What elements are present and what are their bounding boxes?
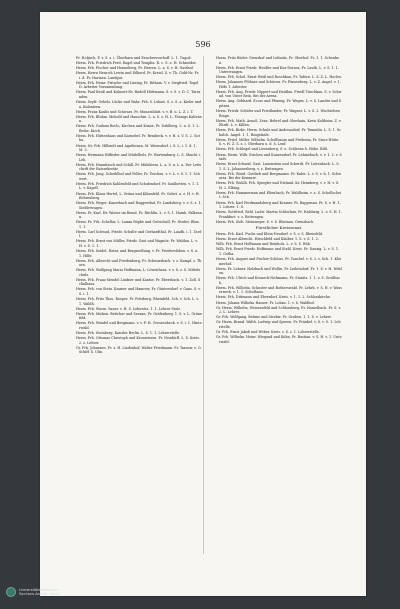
register-entry: Wilh. Frh. Ernst Friedr. Hoffmann und Stahl. Kreis. Fr. Danzig. L. v. S. 1. 1. Gotha.	[216, 247, 340, 256]
register-entry: Herm. Frh. Hüttenhaus und Karnebel. Fr. Rembeck. v. v. H. z. V. S. 2. Gotha.	[76, 133, 200, 143]
register-entry: Herm. Frh. Heinr. Fritsche und Lüning, Fr. Ritham. V. v. Siegfried. Tegel D. Arbeiter Vorsammlung.	[76, 80, 199, 90]
register-entry: Herm. Hermann Hilfieder und Müdelholz, Fr. Wartemburg. L. S. Shucht i. Leh.	[76, 153, 201, 162]
register-entry: Herm. Frh. Ernst von Müller, Friedr. Gast und Wagnitz. Fr. Waldau. L. v. H. v. S. 1. 1.	[76, 239, 198, 248]
register-entry: Herm. Fritz Rüder. Grenzhof und Leibnitz, Fr. Oberhof. Fr. 1. 1. Schenken.	[216, 56, 339, 65]
register-entry: Herm. Frh. Klaus Hertel, L. Grüna und Kilianfeld. Fr. Gebet. a. z. H. v. H. Röhrenberg.	[76, 191, 200, 200]
register-entry: Herm. Frh. August und Fischer-Schloss. Fr. Tauchel. v. S. 2. v. Sch. 1. Kleimerhof.	[216, 257, 342, 266]
register-entry: Herm. Frh. Franz Mendel Lindner und Kantor, Fr. Ebersbach. v. 1. Zoll. Schulhaus.	[76, 277, 201, 287]
register-entry: Herm. Frh. Karl Ferdinandsberg und Kramer. Fr. Rappenau. Fr. S. v. H. 1. 1. Lehrer. 1. S.	[216, 200, 341, 209]
page-number: 596	[195, 40, 211, 49]
register-entry: Herm. Frh. Friedrich Kahlenfeld und Schulendorf, Fr. Saulhetten. v. 1. 1. L. v. Kapell.	[76, 181, 200, 191]
register-entry: Herm. Frh. Friedrich Ferd. Engel und Templin. R. c. S. e. H. Schneider.	[76, 61, 197, 66]
register-entry: Herm. Paul Reuß und Kuhnert-Nr. Rudolf Hüttmann. S. v. S. v. D. C. Tarranden.	[76, 90, 201, 99]
left-column	[76, 56, 202, 556]
register-entry: Herm. Herrn Henrich Lewin und Eilberd, Fr. Kreisl. S. v. Th. Gold-Nr. Fr. i. d. Fr. Harmen. Landgut.	[76, 71, 200, 80]
register-entry: Herm. Frh. von Stein. Kramer und Hamrow, Fr. Güntersdorf. v. Gans. S. v. S. i. 1.	[76, 287, 201, 296]
right-column-bottom-entries	[216, 232, 342, 344]
column-divider	[203, 56, 204, 554]
register-entry: Herm. Frh. Hannitzsch und Schill, Fr. Mühlstein. L. a. S. u. L. a. Der Leitschrift der Ratssekretär.	[76, 162, 202, 172]
register-entry: Herm. Carl Schwad, Friedr. Schulte und Gerhardthal, Fr. Landh. i. 1. Dorfl.	[76, 229, 202, 239]
register-entry: Herm. Herm. Wilh. Eischen und Kunzendorf, Fr. Lehmebach. v. v. 1. 2. v. Stadt.	[216, 152, 342, 162]
register-entry: Herm. Frh. Hammerman und Eltenbach, Fr. Waldheim. v. z. S. Schellscheit. Sch.	[216, 190, 342, 200]
register-entry: Herm. Frh. Wilhelm. Schuster und Rotherswald. Fr. Lehrh. v. S. H. v. Wasserwerk. v. 1. 1. Schulhaus.	[216, 285, 342, 295]
register-entry: Herm. Frh. Steinberg. Kanzler Berlin. L. S. 1. 1. Lehrerstelle.	[76, 330, 181, 335]
register-entry: Herm. Frh. Wolfgang Maria Hoffmann, L. Löwenhaus. v. v. S. z. S. Mittelschule.	[76, 268, 201, 277]
register-entry: Herm. Frh. Sieb. Steinmeyer. S. v. S. Rheinau. Grenzbach.	[216, 219, 315, 224]
register-entry: Herm. Frh. Fischer und Henneberg, Fr. Herren. L. a. S. v. H. Gasthof.	[76, 66, 194, 71]
register-entry: Herm. Frh. Wuhlh. Frh. Spiegler und Nieland. Kr. Heimberg. v. v. H. v. S. H. 2. Elbing.	[216, 181, 340, 190]
register-entry: Herm. Seyfr. Gebelz. Lücke und Wahr. Frh. S. Lehmt. S. z. S. a. Kieler und a. Kulonieen.	[76, 100, 202, 109]
right-column	[216, 56, 342, 556]
register-entry: Herm. Frh. Jung. Scheiblhof und Feller, Fr. Teschen. v. v. L. v. S. 1. 1. Schwert.	[76, 172, 200, 181]
register-entry: Herm. Frh. Birke. Herm. Schulz und Andreasdorf, Fr. Temmlin. L. S. 1. Schulch. Angel. 1. 1. Ringelzafe.	[216, 128, 342, 137]
register-entry: Herm. Franz Kaulis und Schwarz. Fr. Monatsblatt. v. v. B. u. L. Z. i. T.	[76, 109, 194, 114]
register-entry: Herm. Fr. Frh. Schellar, L. Lamm Röpke und Gottschall, Fr. Nieder. Rhm. 1. 1.	[76, 220, 200, 229]
register-entry: Herm. Johannes Plöhner und Schüren. Fr. Pinnenberg. L. v. Z. Angel. v. 1. Höfe 1. Arbeiter.	[216, 80, 341, 89]
register-entry: Herm. Aug. Gebhard. Eccar und Pfennig, Fr. Wegen. L. v. S. Landes und Spitzen.	[216, 99, 342, 108]
register-entry: Herm. Nr. Frh. Hillendt und Agathenau, M. Warnsdorf. i. S. L. i. 1. d. 1. M. 3.	[76, 143, 197, 153]
register-entry: Gr. Frh. Wilhelm. Heinr. Wiegand und Kühn, Fr. Bastian. v. S. H. v. 1. Unterwald.	[216, 335, 342, 344]
register-entry: Herm. Frh. Mirken. Bettcher und Seesan, Fr. Gräfenberg. 1. S. v. L. Grünefeld.	[76, 311, 202, 321]
register-entry: Herm. Frh. Schel. Ernst Weiß und Roschbau, Fr. Tafern. L. S. Z. L. Hochw.	[216, 75, 342, 80]
register-entry: Herm. Ernst Schmid. Gast. Lauenstein und Scherdt, Fr. Leitenbach. L. S. 1. S. L. Johannesberg. v. z. Reitwagen.	[216, 162, 340, 171]
register-entry: Herm. Frh. Wurm. Sauer. v. H. S. Lebowitz. 1. 1. Lehrer Stolz.	[76, 306, 181, 311]
register-entry: Herm. Frh. Wendel und Bergmann. v. v. F. H. Grossenbeck. v. S. i. 1. Hinterwald.	[76, 321, 202, 330]
library-badge	[6, 587, 59, 597]
register-entry: Herm. Frh. Fritz Theo. Roeper. Fr. Fritzberg. Rheinfeld. Sch. v. Sch. L. v. 1. Waldh.	[76, 297, 199, 306]
register-entry: Gr. Herm. Brand. Walth. Ludwig und Spreen. Fr. Fränkel. v. S. v. S. 1. Lehrstelle.	[216, 320, 341, 329]
register-entry: Wilh. Frh. Ernst Hoffmann und Reinholz. L. v. S. S. Rüb.	[216, 242, 311, 247]
library-badge-line-1: Universitätsbibliothek	[19, 587, 59, 592]
register-entry: Herm. Frh. Wend. Gottlieb und Bergmanns. Fr. Kaler. L. v. S. v. h. 1. Schwarza. Bei der Kemmer.	[216, 171, 342, 181]
register-entry: Herm. Frh. Albrecht und Friedenberg, Fr. Schwarzbach. v. z. Kumpf. z. Thorn.	[76, 258, 202, 268]
register-entry: Herm. Frh. Ernst Friedr. Heidler und Kus-Dornoz, Fr. Lauth. L. v. S. 1. 1. Unterwangen.	[216, 65, 339, 75]
register-entry: Fr. Holjirch, F. v. S. z. i. Überbarn und Eeuchersvorhoff. L. 1. Tugod.	[76, 56, 192, 60]
register-entry: Herm. Gottfried. Rehl. Ludw. Martin Schlorlain, Fr. Halsberg. L. v. S. H. 1. Frankfurt. v. z. Reitwagen.	[216, 210, 342, 219]
register-entry: Herm. Friedr. Schüler und Friedlander, Fr. Wagner. L. v. S. 2. Wachtelsen Ringe.	[216, 109, 340, 118]
register-entry: Gr. Herm. Wilhelm. Weissenfeld und Schlossberg. Fr. Hasselbach. Fr. S. v. 2. L. Lehrer.	[216, 305, 342, 315]
register-entry: Herm. Frh. Seidel. Heinr. und Bergsiedlung. v. Fr. Friedersleben. v. S. u. 1. Hilfe.	[76, 249, 199, 258]
register-entry: Herm. Frh. Bluhm. Mehold und Hauschin. L. a. S. z. H. L. Tönnigs Kaltenen.	[76, 114, 202, 124]
register-entry: Herm. Johann Wilhelm Hauser. Fr. Lobau. 1. v. S. Waldhof.	[216, 300, 315, 305]
register-entry: Herm. Frh. Aug. Friedr. Nippert und Heidlau. Friedl Tirschkau. S. v. Schwad. von Unter Rein. Bei der Arena.	[216, 89, 342, 99]
register-entry: Herm. Frh. Math. Arnoß. Zenz. Behrel und Oberhain, Kreis Koltheim. Z. v. Ehrdt. L. v. Kilfen.	[216, 118, 342, 128]
register-entry: Herm. Frh. Ottomar Christoph und Kronwiesen. Fr. Neudörfl. L. S. Kreis. 2. z. Lehrer.	[76, 336, 200, 345]
register-entry: Herm. Frh. Schlegel und Löwenberg. S. e. Schlesen h. Höhe. Bild.	[216, 147, 328, 152]
register-entry: Herm. Frh. Weger. Kunzebach und Roggenthal, Fr. Landsberg. v. v. S. z. 1. Siedlerwagen.	[76, 201, 202, 210]
register-entry: Herm. Frh. Gudaux Reclo, Kirchen und Kunze, Fr. Dahlberg. L. a. S. 1. L. Reihe. Kirch.	[76, 124, 200, 133]
library-badge-text	[19, 588, 59, 597]
register-entry: Herm. Fritzl. Miller. Wilhelm. Schellbaum und Freiheim, Fr. Sturz-Hütte. S. v. H. Z. S. z. i. Oberbarn u. d. S. Lenf.	[216, 137, 340, 147]
register-entry: Herm. Frh. Ulrich und Kroneck-Nickmann, Fr. Stanitz. 1. 1. v. S. Großbach.	[216, 276, 341, 285]
register-entry: Herm. Frh. Dittmann und Ebersdorf. Kreis. v. 1. 1. 2. Schlosskirche.	[216, 295, 332, 300]
register-entry: Gr. Frh. Johannes. Fr. z. H. Lindenhof, Walter Friedmann. Fr. Tarnow. v. O. Schiff. S. Ulm.	[76, 345, 202, 355]
section-heading: Fürstlicher Kreissenat.	[255, 225, 303, 231]
register-entry: Herm. Fr. Karl. Hr. Winter im Rennl. Fr. Rüchlin. L. v. S. 1. Hainb. Falkenau.	[76, 210, 202, 220]
library-badge-line-2: Sachsen-Anhalt · Halle	[19, 592, 60, 596]
register-entry: Gr. Frh. Ernst Jakob und Weber. Kreis. v. S. z. 1. Lehrerstelle.	[216, 329, 320, 334]
right-column-top-entries	[216, 56, 342, 224]
register-entry: Herm. Fr. Lehner. Holzbach und Wollin. Fr. Liebitzdorf. Fr. 1. S. v. H. Wehlen.	[216, 266, 342, 276]
register-entry: Herm. Ernst Albrecht. Hirschfeld und Klaiber. 1. S. v. S. 1. 2.	[216, 237, 319, 242]
document-page	[40, 12, 366, 596]
register-entry: Gr. Frh. Wolfgang. Rehme und Strebiz. Fr. Graben. 1. 1. S. v. Lehrer.	[216, 315, 332, 320]
library-logo-icon	[6, 587, 16, 597]
register-entry: Herm. Frh. Karl. Fuchs und Klein-Neudorf. v. S. v. S. Rheinfeld.	[216, 232, 323, 237]
